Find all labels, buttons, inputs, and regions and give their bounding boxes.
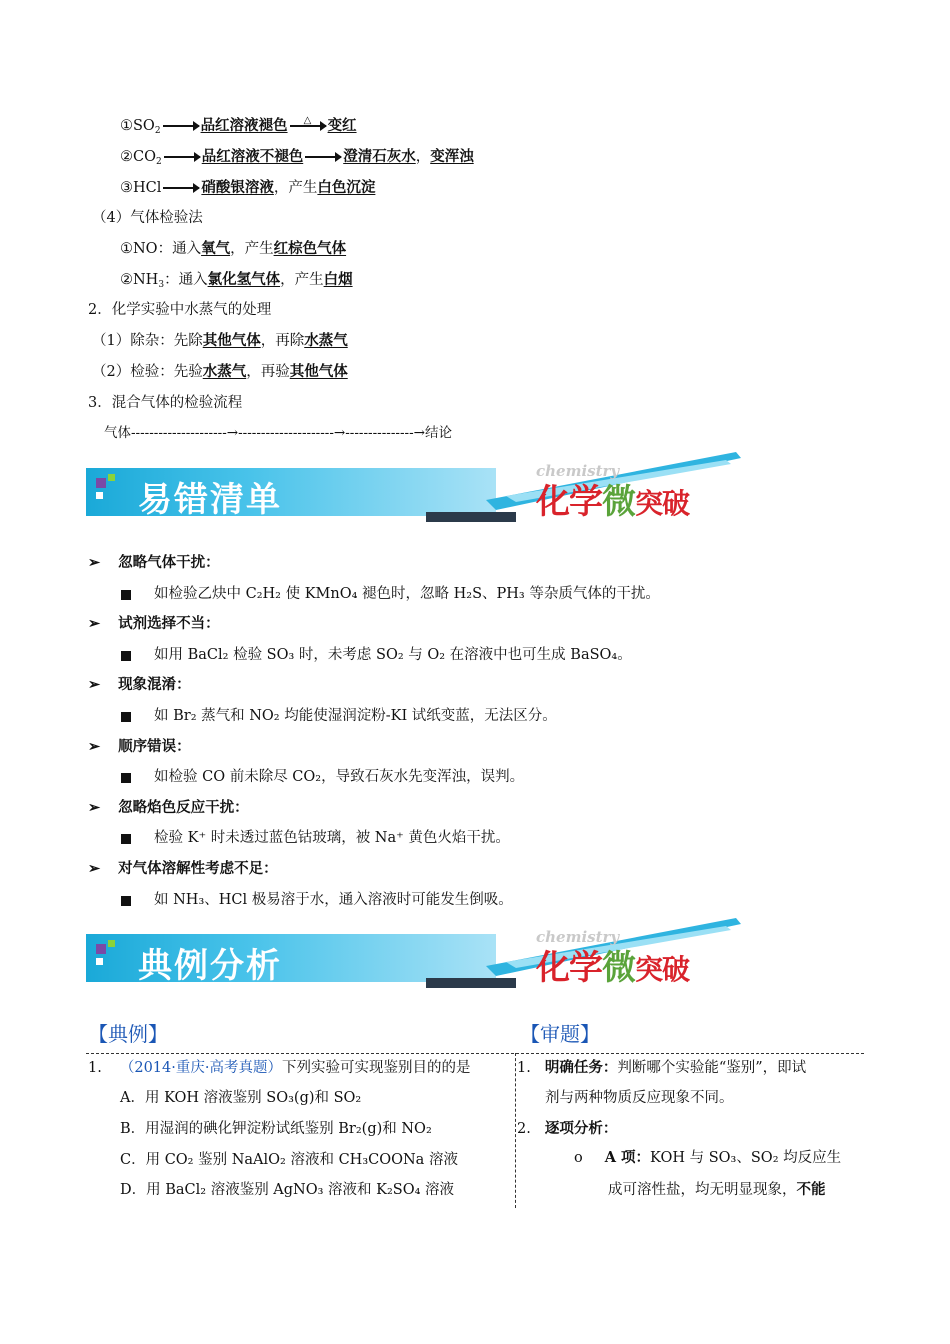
subscript: 2 (154, 126, 161, 136)
mistake-title: 忽略焰色反应干扰： (118, 799, 249, 816)
banner-mistakes (86, 450, 746, 530)
logo-text: 化学 (536, 482, 602, 522)
text: ，产生 (280, 272, 324, 288)
example-label: 【典例】 (88, 1022, 168, 1046)
mistake-detail: 如 NH₃、HCl 极易溶于水，通入溶液时可能发生倒吸。 (154, 892, 513, 908)
text: ①NO：通入 (120, 241, 202, 257)
flow-line: 气体---------------------→---------------------→---------------→结论 (104, 425, 452, 441)
bullet-arrow-icon: ➢ (88, 676, 101, 693)
banner-shadow (426, 978, 516, 988)
answer: 红棕色气体 (273, 240, 347, 257)
logo-text: 微 (602, 482, 635, 522)
banner-examples (86, 916, 746, 996)
question-number: 1. (88, 1060, 102, 1076)
square-bullet-icon (121, 773, 131, 783)
square-bullet-icon (121, 651, 131, 661)
text: ，再除 (260, 333, 305, 349)
bullet-arrow-icon: ➢ (88, 554, 101, 571)
mistake-detail: 如检验 CO 前未除尽 CO₂，导致石灰水先变浑浊，误判。 (154, 769, 525, 785)
text: ，产生 (230, 241, 274, 257)
heading-water-vapor: 2．化学实验中水蒸气的处理 (88, 302, 272, 318)
review-label: 【审题】 (520, 1022, 600, 1046)
mistake-title: 试剂选择不当： (118, 615, 220, 632)
list-item (88, 859, 278, 879)
question-stem (88, 1058, 470, 1078)
logo (536, 940, 689, 989)
square-bullet-icon (121, 590, 131, 600)
logo-text: 化学 (536, 948, 602, 988)
list-item (88, 737, 191, 757)
subitem-emphasis: 不能 (796, 1181, 826, 1198)
circle-bullet-icon: o (574, 1150, 583, 1166)
bullet-arrow-icon: ➢ (88, 615, 101, 632)
item-number: 2. (517, 1121, 531, 1137)
hcl-test-line (120, 178, 375, 198)
answer: 其他气体 (202, 332, 261, 349)
arrow-icon (163, 187, 199, 189)
nh3-test-line (120, 270, 353, 295)
text: （1）除杂：先除 (92, 333, 203, 349)
banner-shadow (426, 512, 516, 522)
item-text: 剂与两种物质反应现象不同。 (545, 1090, 734, 1106)
option-d: D．用 BaCl₂ 溶液鉴别 AgNO₃ 溶液和 K₂SO₄ 溶液 (120, 1182, 455, 1198)
answer: 氯化氢气体 (207, 271, 281, 288)
logo-text: 突破 (635, 953, 690, 986)
subscript: 2 (155, 157, 162, 167)
option-b: B．用湿润的碘化钾淀粉试纸鉴别 Br₂(g)和 NO₂ (120, 1121, 432, 1137)
logo-text: 突破 (635, 487, 690, 520)
list-item (88, 675, 191, 695)
answer: 变浑浊 (430, 148, 474, 165)
column-divider (515, 1053, 516, 1208)
text: （2）检验：先验 (92, 364, 203, 380)
subscript: 3 (158, 280, 165, 290)
banner-square-icon (96, 944, 106, 954)
text: ，再验 (246, 364, 290, 380)
option-a: A．用 KOH 溶液鉴别 SO₃(g)和 SO₂ (120, 1090, 362, 1106)
answer: 白色沉淀 (317, 179, 376, 196)
bullet-arrow-icon: ➢ (88, 799, 101, 816)
square-bullet-icon (121, 834, 131, 844)
answer: 水蒸气 (202, 363, 247, 380)
item-number: 1. (517, 1060, 531, 1076)
question-source: （2014·重庆·高考真题） (119, 1060, 282, 1076)
logo-text: 微 (602, 948, 635, 988)
text: ：通入 (164, 272, 208, 288)
heat-symbol: △ (303, 115, 312, 126)
divider (86, 1053, 864, 1054)
heading-mixed-gas: 3．混合气体的检验流程 (88, 395, 243, 411)
subitem-text: KOH 与 SO₃、SO₂ 均反应生 (650, 1150, 842, 1166)
arrow-icon (305, 156, 341, 158)
answer: 澄清石灰水 (343, 148, 416, 165)
text: ③HCl (120, 180, 162, 196)
banner-square-icon (108, 474, 115, 481)
mistake-detail: 如检验乙炔中 C₂H₂ 使 KMnO₄ 褪色时，忽略 H₂S、PH₃ 等杂质气体的干扰。 (154, 586, 660, 602)
text: ， (415, 149, 431, 165)
heading-gas-method: （4）气体检验法 (92, 210, 203, 226)
check-line (92, 362, 348, 382)
mistake-title: 现象混淆： (118, 676, 191, 693)
item-title: 逐项分析： (544, 1120, 618, 1137)
remove-line (92, 331, 348, 351)
review-subitem-a (574, 1148, 841, 1168)
subitem-text: 成可溶性盐，均无明显现象， (608, 1182, 797, 1198)
answer: 白烟 (323, 271, 353, 288)
review-item-2 (517, 1119, 617, 1139)
item-title: 明确任务： (544, 1059, 618, 1076)
banner-square-icon (96, 958, 103, 965)
heat-arrow-icon (290, 115, 326, 127)
mistake-detail: 如用 BaCl₂ 检验 SO₃ 时，未考虑 SO₂ 与 O₂ 在溶液中也可生成 BaSO₄。 (154, 647, 632, 663)
question-text: 下列实验可实现鉴别目的的是 (281, 1060, 471, 1076)
subitem-title: A 项： (604, 1149, 651, 1166)
square-bullet-icon (121, 712, 131, 722)
banner-square-icon (96, 478, 106, 488)
answer: 水蒸气 (304, 332, 348, 349)
text: ，产生 (273, 180, 318, 196)
list-item (88, 798, 249, 818)
banner-square-icon (96, 492, 103, 499)
answer: 变红 (327, 117, 357, 134)
no-test-line (120, 239, 346, 259)
mistake-detail: 如 Br₂ 蒸气和 NO₂ 均能使湿润淀粉-KI 试纸变蓝，无法区分。 (154, 708, 557, 724)
answer: 硝酸银溶液 (201, 179, 274, 196)
mistake-title: 对气体溶解性考虑不足： (118, 860, 278, 877)
chemistry-watermark: chemistry (536, 462, 620, 480)
list-item (88, 553, 220, 573)
mistake-title: 忽略气体干扰： (118, 554, 220, 571)
banner-square-icon (108, 940, 115, 947)
answer: 其他气体 (289, 363, 348, 380)
co2-test-line (120, 147, 474, 172)
mistake-title: 顺序错误： (118, 738, 191, 755)
answer: 品红溶液不褪色 (201, 148, 304, 165)
bullet-arrow-icon: ➢ (88, 738, 101, 755)
answer: 品红溶液褪色 (200, 117, 288, 134)
so2-test-line (120, 116, 357, 141)
review-item-1 (517, 1058, 806, 1078)
text: ①SO (120, 118, 155, 134)
arrow-icon (164, 156, 200, 158)
bullet-arrow-icon: ➢ (88, 860, 101, 877)
mistake-detail: 检验 K⁺ 时未透过蓝色钴玻璃，被 Na⁺ 黄色火焰干扰。 (154, 830, 510, 846)
chemistry-watermark: chemistry (536, 928, 620, 946)
text: ②NH (120, 272, 159, 288)
banner-title: 易错清单 (138, 480, 282, 520)
logo (536, 474, 689, 523)
text: ②CO (120, 149, 156, 165)
review-subitem-a-cont (608, 1180, 826, 1200)
answer: 氧气 (201, 240, 231, 257)
list-item (88, 614, 220, 634)
square-bullet-icon (121, 896, 131, 906)
item-text: 判断哪个实验能“鉴别”，即试 (617, 1060, 807, 1076)
arrow-icon (163, 125, 199, 127)
option-c: C．用 CO₂ 鉴别 NaAlO₂ 溶液和 CH₃COONa 溶液 (120, 1152, 458, 1168)
banner-title: 典例分析 (138, 946, 282, 986)
